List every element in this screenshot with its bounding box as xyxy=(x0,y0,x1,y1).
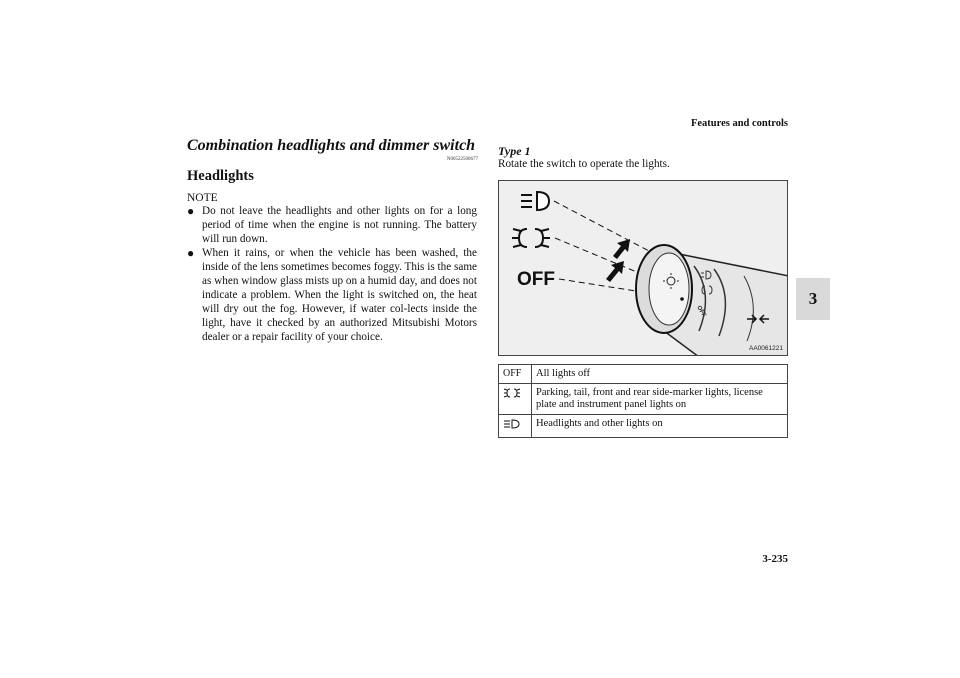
description-cell: Parking, tail, front and rear side-marker lights, license plate and instrument panel lights on xyxy=(532,384,788,415)
lever-body xyxy=(636,245,788,356)
headlight-icon xyxy=(503,418,521,430)
note-item xyxy=(187,204,477,246)
off-label: OFF xyxy=(517,269,555,290)
table-row xyxy=(499,415,788,438)
switch-illustration xyxy=(498,180,788,356)
note-list xyxy=(187,204,477,344)
bullet-icon: ● xyxy=(187,246,195,260)
legend-table xyxy=(498,364,788,438)
note-item xyxy=(187,246,477,344)
subheading-headlights: Headlights xyxy=(187,168,254,184)
symbol-cell: OFF xyxy=(499,365,532,384)
description-cell: Headlights and other lights on xyxy=(532,415,788,438)
figure-caption: Rotate the switch to operate the lights. xyxy=(498,158,670,170)
description-cell: All lights off xyxy=(532,365,788,384)
parking-light-icon xyxy=(512,229,550,247)
chapter-tab: 3 xyxy=(796,278,830,320)
running-header: Features and controls xyxy=(690,118,788,129)
headlight-icon xyxy=(521,192,549,210)
rotate-up-arrow-icon xyxy=(613,239,630,259)
symbol-cell xyxy=(499,384,532,415)
parking-light-icon xyxy=(503,387,521,399)
section-title: Combination headlights and dimmer switch xyxy=(187,137,476,154)
table-row xyxy=(499,384,788,415)
ring-off-label: OFF xyxy=(695,304,707,319)
table-row xyxy=(499,365,788,384)
note-text: Do not leave the headlights and other lights on for a long period of time when the engine is not running. The battery will run down. xyxy=(202,205,477,245)
section-code: N00522500677 xyxy=(446,157,478,162)
page-number: 3-235 xyxy=(762,553,788,565)
type-heading: Type 1 xyxy=(498,144,531,158)
note-text: When it rains, or when the vehicle has been washed, the inside of the lens sometimes becomes foggy. This is the same as when window glass mists up on a humid day, and does not indicate a problem. When the light is switched on, the heat will dry out the fog. However, if water col-lects inside the light, have it checked by an authorized Mitsubishi Motors dealer or a repair facility of your choice. xyxy=(202,247,477,343)
note-label: NOTE xyxy=(187,192,218,204)
symbol-cell xyxy=(499,415,532,438)
indicator-dot xyxy=(680,297,684,301)
bullet-icon: ● xyxy=(187,204,195,218)
rotate-arrow-icon xyxy=(606,261,624,282)
figure-code: AA0061221 xyxy=(749,345,783,352)
